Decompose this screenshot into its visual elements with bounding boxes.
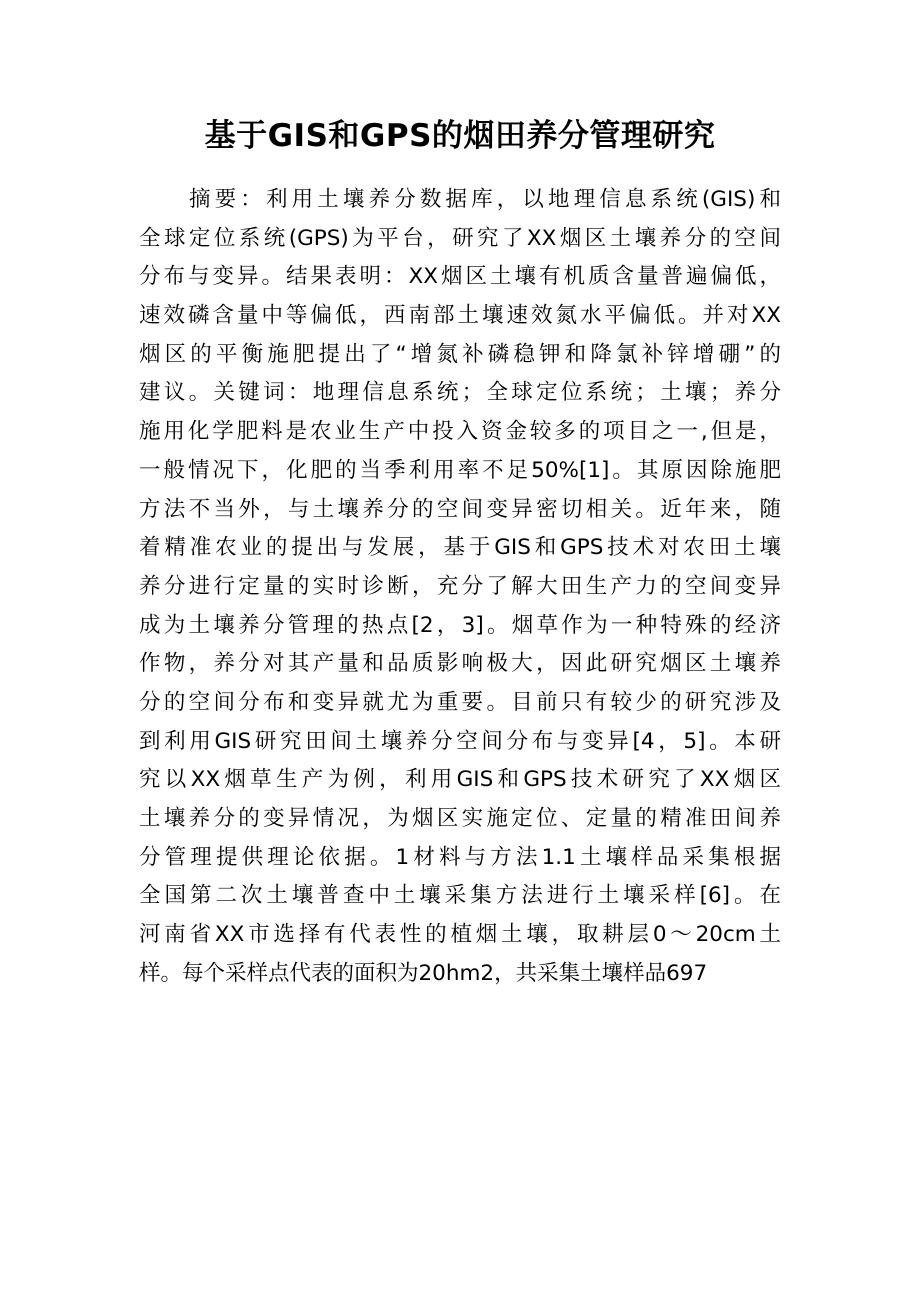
body-line: 分管理提供理论依据。1材料与方法1.1土壤样品采集根据 (139, 844, 781, 870)
body-line: 成为土壤养分管理的热点[2，3]。烟草作为一种特殊的经济 (139, 612, 781, 638)
body-line: 分的空间分布和变异就尤为重要。目前只有较少的研究涉及 (139, 689, 781, 715)
body-line: 速效磷含量中等偏低，西南部土壤速效氮水平偏低。并对XX (139, 303, 781, 329)
body-line: 摘要：利用土壤养分数据库，以地理信息系统(GIS)和 (189, 187, 781, 212)
body-line: 土壤养分的变异情况，为烟区实施定位、定量的精准田间养 (139, 806, 781, 831)
document-title: 基于GIS和GPS的烟田养分管理研究 (204, 118, 716, 154)
body-line: 样。每个采样点代表的面积为20hm2，共采集土壤样品697 (139, 960, 708, 986)
body-line: 建议。关键词：地理信息系统；全球定位系统；土壤；养分 (139, 380, 781, 406)
body-line: 方法不当外，与土壤养分的空间变异密切相关。近年来，随 (139, 496, 781, 522)
body-line: 作物，养分对其产量和品质影响极大，因此研究烟区土壤养 (139, 651, 781, 677)
body-line: 养分进行定量的实时诊断，充分了解大田生产力的空间变异 (139, 573, 781, 599)
body-line: 分布与变异。结果表明：XX烟区土壤有机质含量普遍偏低， (139, 264, 781, 290)
body-line: 全球定位系统(GPS)为平台，研究了XX烟区土壤养分的空间 (139, 225, 781, 251)
body-line: 着精准农业的提出与发展，基于GIS和GPS技术对农田土壤 (139, 535, 781, 561)
body-line: 施用化学肥料是农业生产中投入资金较多的项目之一,但是， (139, 419, 781, 445)
body-line: 河南省XX市选择有代表性的植烟土壤，取耕层0～20cm土 (139, 922, 781, 948)
document-body (139, 181, 781, 993)
body-line: 全国第二次土壤普查中土壤采集方法进行土壤采样[6]。在 (139, 883, 781, 909)
body-line: 一般情况下，化肥的当季利用率不足50%[1]。其原因除施肥 (139, 457, 781, 483)
body-line: 究以XX烟草生产为例，利用GIS和GPS技术研究了XX烟区 (139, 767, 781, 793)
body-line: 到利用GIS研究田间土壤养分空间分布与变异[4，5]。本研 (139, 728, 781, 754)
body-line: 烟区的平衡施肥提出了“增氮补磷稳钾和降氯补锌增硼”的 (139, 341, 781, 367)
